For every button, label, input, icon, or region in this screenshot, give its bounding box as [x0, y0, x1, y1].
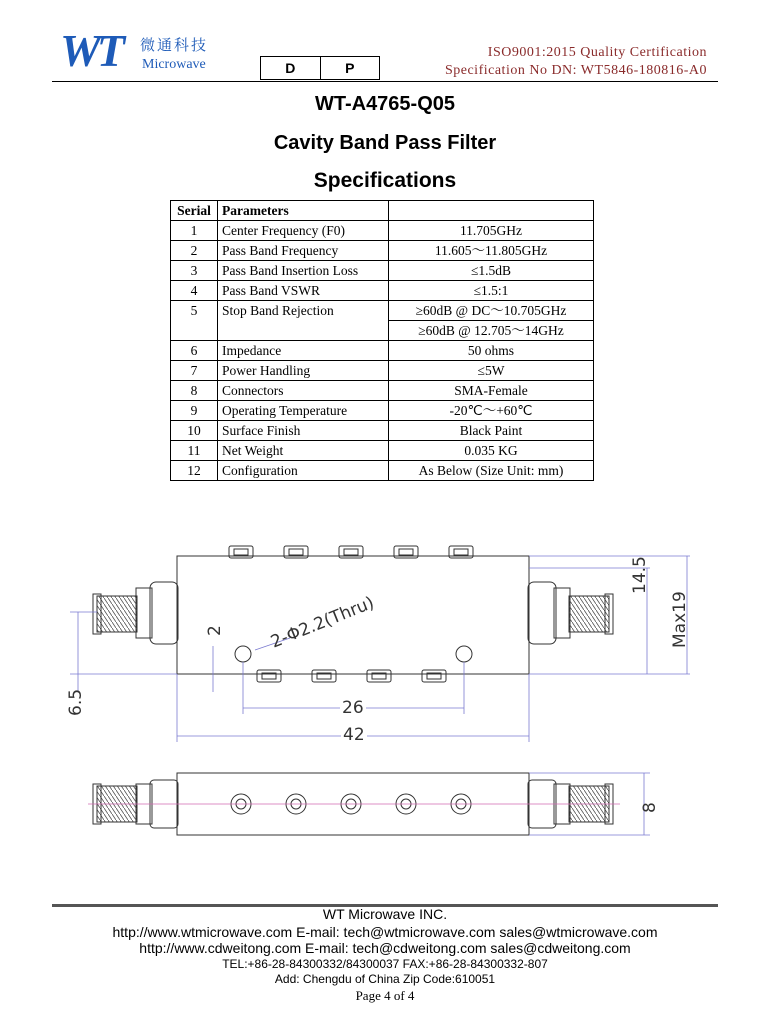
dim-connector-offset: 6.5 — [66, 688, 86, 716]
dp-box — [260, 56, 380, 80]
row-value-2: ≥60dB @ 12.705～14GHz — [389, 321, 594, 341]
dim-max-height: Max19 — [670, 591, 690, 648]
header-rule — [52, 81, 718, 82]
header-value — [389, 201, 594, 221]
table-row — [171, 261, 594, 281]
footer-address: Add: Chengdu of China Zip Code:610051 — [274, 972, 496, 986]
table-row — [171, 361, 594, 381]
mounting-hole-right — [456, 646, 472, 662]
dim-hole-spacing: 26 — [342, 698, 364, 718]
dp-left: D — [285, 60, 296, 76]
outline-drawing — [0, 520, 770, 850]
product-title: Cavity Band Pass Filter — [273, 132, 497, 154]
footer-contact-1: http://www.wtmicrowave.com E-mail: tech@wtmicrowave.com sales@wtmicrowave.com — [112, 924, 658, 940]
dim-hole-callout: 2-Φ2.2(Thru) — [268, 592, 378, 653]
table-row — [171, 461, 594, 481]
page-number: Page 4 of 4 — [355, 988, 415, 1003]
row-serial: 12 — [171, 461, 218, 481]
row-value: ≤5W — [389, 361, 594, 381]
logo-chinese-text: 微通科技 — [140, 36, 209, 54]
table-row — [171, 301, 594, 321]
logo-english-text: Microwave — [142, 57, 206, 72]
footer-company: WT Microwave INC. — [322, 906, 448, 922]
footer-contact-2: http://www.cdweitong.com E-mail: tech@cdweitong.com sales@cdweitong.com — [139, 940, 631, 956]
iso-certification: ISO9001:2015 Quality Certification — [487, 45, 707, 60]
row-serial: 7 — [171, 361, 218, 381]
row-serial: 10 — [171, 421, 218, 441]
row-param: Stop Band Rejection — [218, 301, 389, 321]
sma-connector-left-top — [93, 582, 178, 644]
row-value: SMA-Female — [389, 381, 594, 401]
row-serial: 4 — [171, 281, 218, 301]
specification-number: Specification No DN: WT5846-180816-A0 — [444, 63, 707, 78]
header-parameters: Parameters — [218, 201, 389, 221]
row-param: Connectors — [218, 381, 389, 401]
table-row-continuation — [171, 321, 594, 341]
dim-height: 14.5 — [630, 556, 650, 594]
spec-table — [170, 200, 594, 481]
row-value: -20℃～+60℃ — [389, 401, 594, 421]
table-row — [171, 341, 594, 361]
row-param: Net Weight — [218, 441, 389, 461]
row-param: Pass Band VSWR — [218, 281, 389, 301]
footer-phone-fax: TEL:+86-28-84300332/84300037 FAX:+86-28-84300332-807 — [222, 957, 548, 971]
row-value: ≥60dB @ DC～10.705GHz — [389, 301, 594, 321]
row-param: Operating Temperature — [218, 401, 389, 421]
row-value: 11.605～11.805GHz — [389, 241, 594, 261]
logo-mark: WT — [60, 25, 121, 76]
row-value: ≤1.5dB — [389, 261, 594, 281]
row-serial: 1 — [171, 221, 218, 241]
table-row — [171, 381, 594, 401]
row-serial: 8 — [171, 381, 218, 401]
table-row — [171, 281, 594, 301]
tuning-nuts-bottom — [257, 670, 446, 682]
row-value: ≤1.5:1 — [389, 281, 594, 301]
row-serial: 5 — [171, 301, 218, 321]
row-serial: 6 — [171, 341, 218, 361]
row-param: Surface Finish — [218, 421, 389, 441]
sma-connector-right-top — [528, 582, 613, 644]
dim-thickness: 8 — [640, 802, 660, 813]
row-value: As Below (Size Unit: mm) — [389, 461, 594, 481]
row-serial: 11 — [171, 441, 218, 461]
mounting-hole-left — [235, 646, 251, 662]
row-param: Center Frequency (F0) — [218, 221, 389, 241]
row-value: Black Paint — [389, 421, 594, 441]
table-header-row — [171, 201, 594, 221]
row-serial: 9 — [171, 401, 218, 421]
dp-right: P — [320, 57, 380, 79]
table-row — [171, 421, 594, 441]
row-param: Power Handling — [218, 361, 389, 381]
row-value: 0.035 KG — [389, 441, 594, 461]
table-row — [171, 221, 594, 241]
section-title: Specifications — [313, 169, 457, 192]
row-param: Pass Band Insertion Loss — [218, 261, 389, 281]
row-param: Configuration — [218, 461, 389, 481]
row-serial: 3 — [171, 261, 218, 281]
table-row — [171, 441, 594, 461]
header-serial: Serial — [171, 201, 218, 221]
dim-length: 42 — [343, 725, 365, 745]
dim-hole-offset: 2 — [205, 625, 225, 636]
table-row — [171, 401, 594, 421]
row-param: Impedance — [218, 341, 389, 361]
row-param: Pass Band Frequency — [218, 241, 389, 261]
row-serial: 2 — [171, 241, 218, 261]
model-title: WT-A4765-Q05 — [314, 93, 456, 115]
row-value: 11.705GHz — [389, 221, 594, 241]
table-row — [171, 241, 594, 261]
row-value: 50 ohms — [389, 341, 594, 361]
